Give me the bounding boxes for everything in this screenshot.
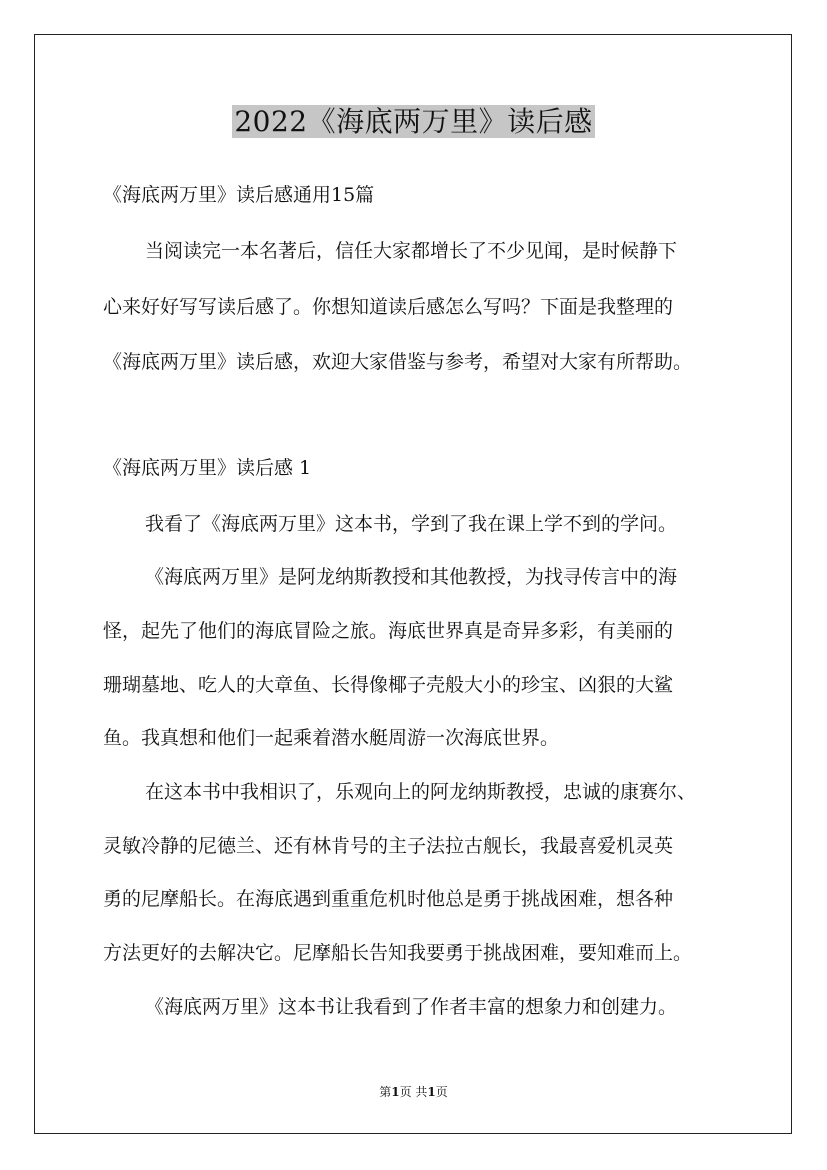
page-footer bbox=[0, 1083, 827, 1100]
document-title: 2022《海底两万里》读后感 bbox=[234, 105, 593, 138]
section-heading: 《海底两万里》读后感 1 bbox=[103, 457, 312, 479]
footer-mid: 页 共 bbox=[399, 1085, 428, 1099]
subtitle: 《海底两万里》读后感通用15篇 bbox=[103, 184, 375, 206]
intro-line: 当阅读完一本名著后，信任大家都增长了不少见闻，是时候静下 bbox=[145, 240, 678, 262]
intro-line: 心来好好写写读后感了。你想知道读后感怎么写吗？下面是我整理的 bbox=[103, 296, 674, 318]
body-line: 勇的尼摩船长。在海底遇到重重危机时他总是勇于挑战困难，想各种 bbox=[103, 888, 674, 910]
intro-line: 《海底两万里》读后感，欢迎大家借鉴与参考，希望对大家有所帮助。 bbox=[103, 351, 693, 373]
footer-suffix: 页 bbox=[435, 1085, 448, 1099]
footer-prefix: 第 bbox=[379, 1085, 392, 1099]
body-line: 我看了《海底两万里》这本书，学到了我在课上学不到的学问。 bbox=[145, 513, 678, 535]
body-line: 怪，起先了他们的海底冒险之旅。海底世界真是奇异多彩，有美丽的 bbox=[103, 620, 674, 642]
document-title-wrap bbox=[0, 100, 827, 144]
body-line: 方法更好的去解决它。尼摩船长告知我要勇于挑战困难，要知难而上。 bbox=[103, 942, 693, 964]
body-line: 《海底两万里》这本书让我看到了作者丰富的想象力和创建力。 bbox=[145, 996, 678, 1018]
body-line: 《海底两万里》是阿龙纳斯教授和其他教授，为找寻传言中的海 bbox=[145, 566, 678, 588]
body-line: 鱼。我真想和他们一起乘着潜水艇周游一次海底世界。 bbox=[103, 727, 560, 749]
footer-page-total: 1 bbox=[427, 1085, 436, 1099]
body-line: 灵敏冷静的尼德兰、还有林肯号的主子法拉古舰长，我最喜爱机灵英 bbox=[103, 835, 674, 857]
body-line: 珊瑚墓地、吃人的大章鱼、长得像椰子壳般大小的珍宝、凶狠的大鲨 bbox=[103, 674, 674, 696]
body-line: 在这本书中我相识了，乐观向上的阿龙纳斯教授，忠诚的康赛尔、 bbox=[145, 781, 697, 803]
footer-page-number: 1 bbox=[391, 1085, 400, 1099]
